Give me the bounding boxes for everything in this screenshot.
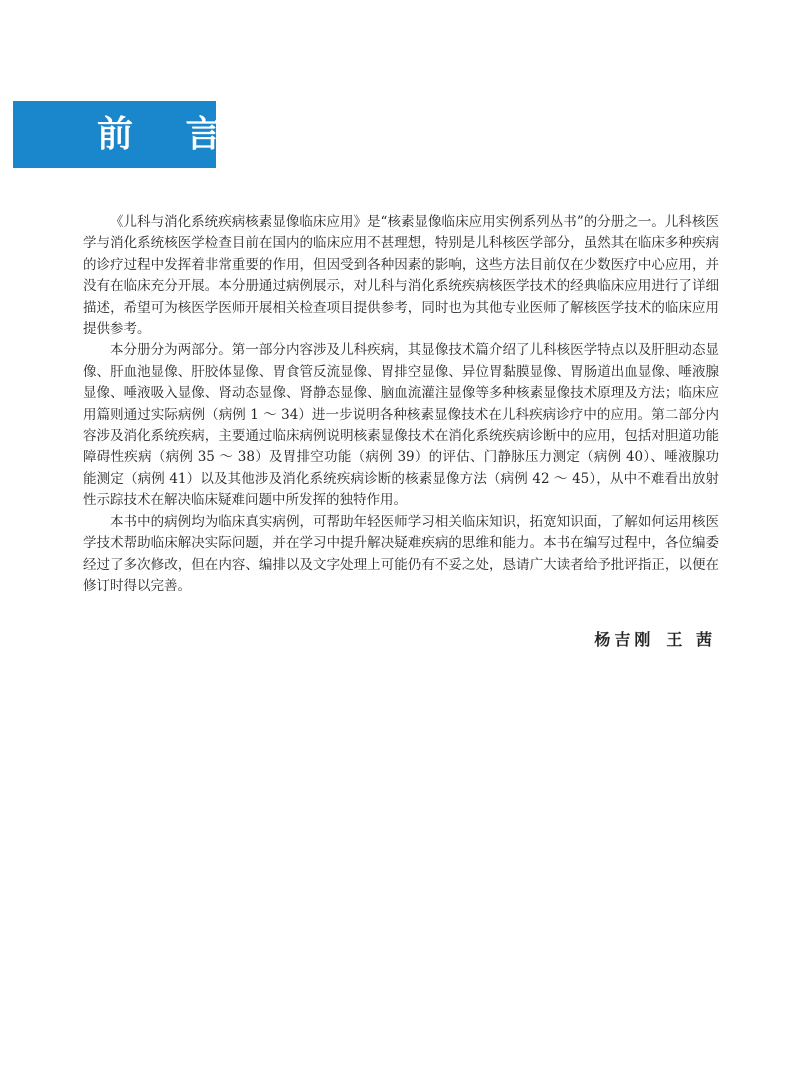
author-name-1: 杨吉刚: [594, 630, 655, 649]
paragraph-purpose: 本书中的病例均为临床真实病例，可帮助年轻医师学习相关临床知识，拓宽知识面，了解如何运用核医学技术帮助临床解决实际问题，并在学习中提升解决疑难疾病的思维和能力。本书在编写过程中，各位编委经过了多次修改，但在内容、编排以及文字处理上可能仍有不妥之处，恳请广大读者给予批评指正，以便在修订时得以完善。: [83, 513, 719, 594]
author-signature: [594, 627, 716, 650]
page-title: 前 言: [97, 113, 242, 155]
author-name-2: 王 茜: [666, 630, 716, 649]
paragraph-intro: 《儿科与消化系统疾病核素显像临床应用》是“核素显像临床应用实例系列丛书”的分册之一。儿科核医学与消化系统核医学检查目前在国内的临床应用不甚理想，特别是儿科核医学部分，虽然其在临床多种疾病的诊疗过程中发挥着非常重要的作用，但因受到各种因素的影响，这些方法目前仅在少数医疗中心应用，并没有在临床充分开展。本分册通过病例展示，对儿科与消化系统疾病核医学技术的经典临床应用进行了详细描述，希望可为核医学医师开展相关检查项目提供参考，同时也为其他专业医师了解核医学技术的临床应用提供参考。: [83, 214, 719, 338]
preface-body: [83, 212, 719, 597]
title-banner: [13, 101, 242, 168]
paragraph-structure: 本分册分为两部分。第一部分内容涉及儿科疾病，其显像技术篇介绍了儿科核医学特点以及肝胆动态显像、肝血池显像、肝胶体显像、胃食管反流显像、胃排空显像、异位胃黏膜显像、胃肠道出血显像、唾液腺显像、唾液吸入显像、肾动态显像、肾静态显像、脑血流灌注显像等多种核素显像技术原理及方法；临床应用篇则通过实际病例（病例 1 ～ 34）进一步说明各种核素显像技术在儿科疾病诊疗中的应用。第二部分内容涉及消化系统疾病，主要通过临床病例说明核素显像技术在消化系统疾病诊断中的应用，包括对胆道功能障碍性疾病（病例 35 ～ 38）及胃排空功能（病例 39）的评估、门静脉压力测定（病例 40）、唾液腺功能测定（病例 41）以及其他涉及消化系统疾病诊断的核素显像方法（病例 42 ～ 45），从中不难看出放射性示踪技术在解决临床疑难问题中所发挥的独特作用。: [83, 342, 719, 509]
